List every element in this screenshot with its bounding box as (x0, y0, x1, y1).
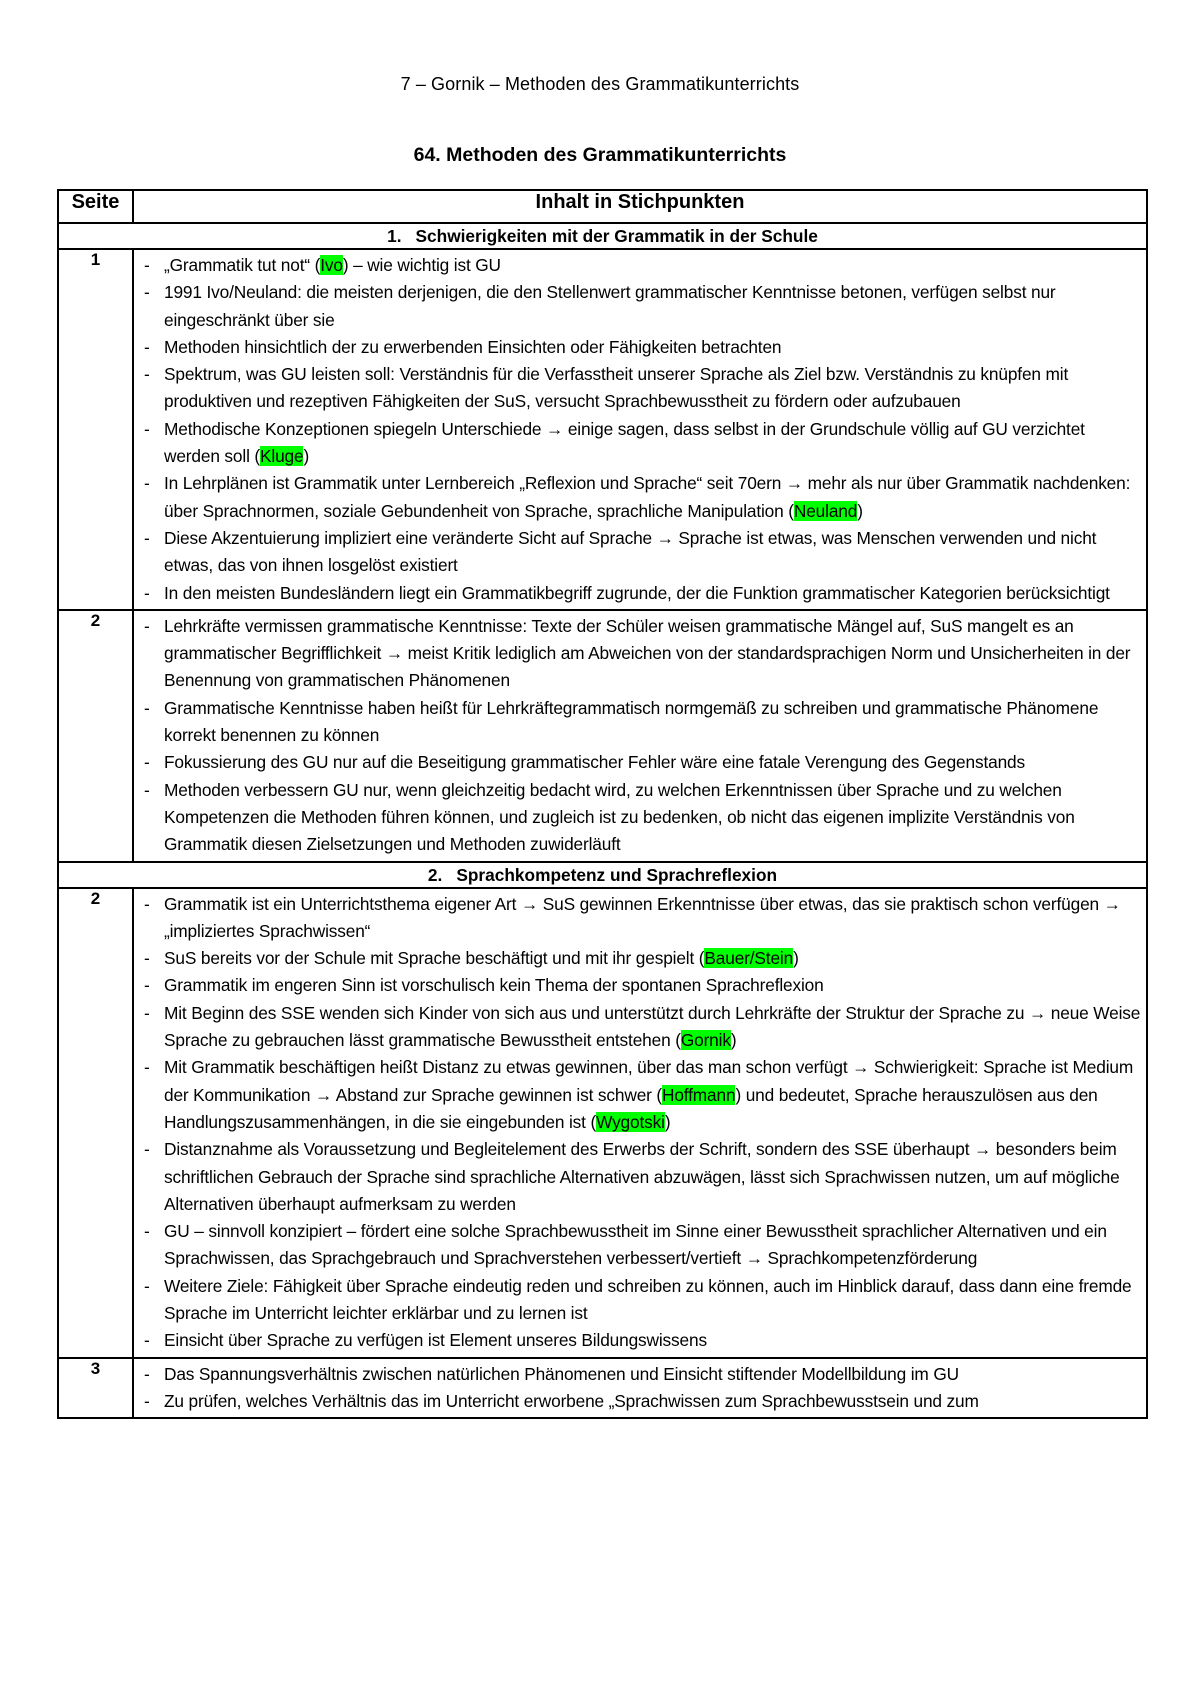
bullet-list (134, 250, 1146, 609)
section-number: 2. (427, 864, 443, 885)
page-number-cell: 1 (58, 249, 133, 610)
document-title: 64. Methoden des Grammatikunterrichts (413, 144, 787, 166)
list-item: - „Grammatik tut not“ (Ivo) – wie wichtig ist GU (140, 252, 1142, 279)
highlighted-name: Ivo (320, 255, 343, 275)
highlighted-name: Kluge (260, 446, 304, 467)
column-header-page: Seite (58, 190, 133, 223)
highlighted-name: Bauer/Stein (704, 948, 794, 969)
section-title: Sprachkompetenz und Sprachreflexion (456, 864, 778, 885)
highlighted-name: Gornik (680, 1030, 731, 1051)
page-number-cell: 3 (58, 1358, 133, 1419)
running-header: 7 – Gornik – Methoden des Grammatikunterrichts (400, 74, 800, 94)
list-item: - Methodische Konzeptionen spiegeln Unterschiede → einige sagen, dass selbst in der Grundschule völlig auf GU verzichtet werden soll (Kluge) (140, 416, 1142, 471)
list-item: - Einsicht über Sprache zu verfügen ist Element unseres Bildungswissens (140, 1327, 1142, 1354)
list-item: - Methoden verbessern GU nur, wenn gleichzeitig bedacht wird, zu welchen Erkenntnissen über Sprache und zu welchen Kompetenzen die Methoden führen können, und zugleich ist zu bedenken, ob nicht das eigenen implizite Verständnis von Grammatik diesen Zielsetzungen und Methoden zuwiderläuft (140, 777, 1142, 859)
section-row (58, 223, 1147, 249)
list-item: - Fokussierung des GU nur auf die Beseitigung grammatischer Fehler wäre eine fatale Verengung des Gegenstands (140, 749, 1142, 776)
list-item: - Mit Beginn des SSE wenden sich Kinder von sich aus und unterstützt durch Lehrkräfte der Struktur der Sprache zu → neue Weise Sprache zu gebrauchen lässt grammatische Bewusstheit entstehen (Gornik) (140, 1000, 1142, 1055)
list-item: - GU – sinnvoll konzipiert – fördert eine solche Sprachbewusstheit im Sinne einer Bewusstheit sprachlicher Alternativen und ein Sprachwissen, das Sprachgebrauch und Sprachverstehen verbessert/vertieft → Sprachkompetenzförderung (140, 1218, 1142, 1273)
list-item: - Weitere Ziele: Fähigkeit über Sprache eindeutig reden und schreiben zu können, auch im Hinblick darauf, dass dann eine fremde Sprache im Unterricht leichter erklärbar und zu lernen ist (140, 1273, 1142, 1328)
content-cell (133, 888, 1147, 1358)
list-item: - In den meisten Bundesländern liegt ein Grammatikbegriff zugrunde, der die Funktion grammatischer Kategorien berücksichtigt (140, 580, 1142, 607)
table-row (58, 610, 1147, 862)
list-item: - SuS bereits vor der Schule mit Sprache beschäftigt und mit ihr gespielt (Bauer/Stein) (140, 945, 1142, 972)
section-row (58, 862, 1147, 888)
table-header-row (58, 190, 1147, 223)
highlighted-name: Hoffmann (662, 1084, 736, 1105)
content-cell (133, 610, 1147, 862)
column-header-content: Inhalt in Stichpunkten (133, 190, 1147, 223)
bullet-list (134, 611, 1146, 861)
content-cell (133, 249, 1147, 610)
bullet-list (134, 889, 1146, 1357)
table-row (58, 249, 1147, 610)
list-item: - Zu prüfen, welches Verhältnis das im Unterricht erworbene „Sprachwissen zum Sprachbewusstsein und zum (140, 1388, 1142, 1415)
page-number-cell: 2 (58, 610, 133, 862)
section-title: Schwierigkeiten mit der Grammatik in der Schule (415, 226, 818, 246)
content-cell (133, 1358, 1147, 1419)
list-item: - Spektrum, was GU leisten soll: Verständnis für die Verfasstheit unserer Sprache als Ziel bzw. Verständnis zu knüpfen mit produktiven und rezeptiven Fähigkeiten der SuS, versucht Sprachbewusstheit zu fördern oder aufzubauen (140, 361, 1142, 416)
highlighted-name: Neuland (793, 500, 858, 521)
list-item: - Grammatik im engeren Sinn ist vorschulisch kein Thema der spontanen Sprachreflexion (140, 972, 1142, 999)
list-item: - Distanznahme als Voraussetzung und Begleitelement des Erwerbs der Schrift, sondern des SSE überhaupt → besonders beim schriftlichen Gebrauch der Sprache sind sprachliche Alternativen abzuwägen, lässt sich Sprachwissen nutzen, um auf mögliche Alternativen überhaupt aufmerksam zu werden (140, 1136, 1142, 1218)
page-number-cell: 2 (58, 888, 133, 1358)
list-item: - 1991 Ivo/Neuland: die meisten derjenigen, die den Stellenwert grammatischer Kenntnisse betonen, verfügen selbst nur eingeschränkt über sie (140, 279, 1142, 334)
bullet-list (134, 1359, 1146, 1418)
list-item: - Lehrkräfte vermissen grammatische Kenntnisse: Texte der Schüler weisen grammatische Mängel auf, SuS mangelt es an grammatischer Begrifflichkeit → meist Kritik lediglich am Abweichen von der standardsprachigen Norm und Unsicherheiten in der Benennung von grammatischen Phänomenen (140, 613, 1142, 695)
list-item: - Das Spannungsverhältnis zwischen natürlichen Phänomenen und Einsicht stiftender Modellbildung im GU (140, 1361, 1142, 1388)
list-item: - Grammatische Kenntnisse haben heißt für Lehrkräftegrammatisch normgemäß zu schreiben und grammatische Phänomene korrekt benennen zu können (140, 695, 1142, 750)
table-row (58, 1358, 1147, 1419)
list-item: - Methoden hinsichtlich der zu erwerbenden Einsichten oder Fähigkeiten betrachten (140, 334, 1142, 361)
list-item: - Diese Akzentuierung impliziert eine veränderte Sicht auf Sprache → Sprache ist etwas, was Menschen verwenden und nicht etwas, das von ihnen losgelöst existiert (140, 525, 1142, 580)
list-item: - Mit Grammatik beschäftigen heißt Distanz zu etwas gewinnen, über das man schon verfügt → Schwierigkeit: Sprache ist Medium der Kommunikation → Abstand zur Sprache gewinnen ist schwer (Hoffmann) und bedeutet, Sprache herauszulösen aus den Handlungszusammenhängen, in die sie eingebunden ist (Wygotski) (140, 1054, 1142, 1136)
section-heading (58, 223, 1147, 249)
highlighted-name: Wygotski (596, 1111, 665, 1132)
table-row (58, 888, 1147, 1358)
list-item: - Grammatik ist ein Unterrichtsthema eigener Art → SuS gewinnen Erkenntnisse über etwas, das sie praktisch schon verfügen → „impliziertes Sprachwissen“ (140, 891, 1142, 946)
notes-table (57, 189, 1148, 1419)
section-number: 1. (387, 226, 402, 246)
list-item: - In Lehrplänen ist Grammatik unter Lernbereich „Reflexion und Sprache“ seit 70ern → mehr als nur über Grammatik nachdenken: über Sprachnormen, soziale Gebundenheit von Sprache, sprachliche Manipulation (Neuland) (140, 470, 1142, 525)
section-heading (58, 862, 1147, 888)
